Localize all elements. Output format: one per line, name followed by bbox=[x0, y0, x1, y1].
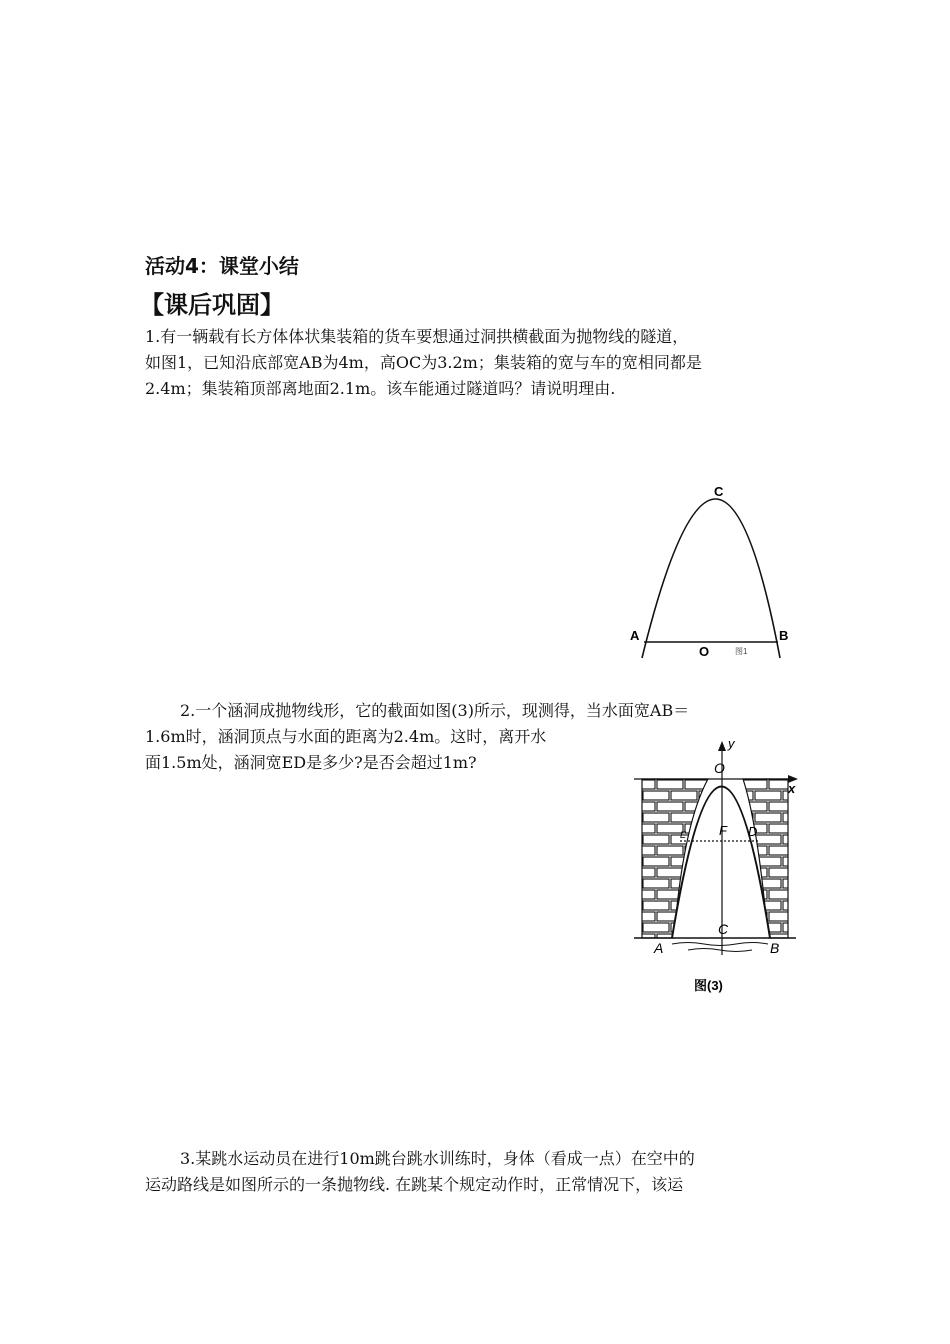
problem-2-rest bbox=[145, 724, 546, 776]
problem-2-line-3: 面1.5m处，涵洞宽ED是多少?是否会超过1m? bbox=[145, 753, 477, 772]
label-b: B bbox=[779, 628, 789, 643]
figure-1-caption: 图1 bbox=[735, 647, 748, 656]
label-c: C bbox=[718, 921, 729, 937]
problem-3-line-2-wrap bbox=[145, 1172, 683, 1198]
label-f: F bbox=[719, 823, 727, 838]
figure-3-caption: 图(3) bbox=[694, 978, 723, 993]
section-heading: 【课后巩固】 bbox=[140, 291, 284, 319]
label-c: C bbox=[714, 484, 724, 499]
label-x: x bbox=[788, 781, 796, 796]
water-wave-2 bbox=[688, 949, 752, 952]
problem-1-line-2: 如图1，已知沿底部宽AB为4m，高OC为3.2m；集装箱的宽与车的宽相同都是 bbox=[145, 353, 702, 372]
problem-2-line-2: 1.6m时，涵洞顶点与水面的距离为2.4m。这时，离开水 bbox=[145, 727, 547, 746]
y-axis-arrow bbox=[718, 741, 726, 751]
figure-1-parabola bbox=[620, 480, 810, 665]
label-e: E bbox=[680, 830, 687, 840]
problem-3-line-1-wrap bbox=[180, 1146, 695, 1172]
problem-3-line-2: 运动路线是如图所示的一条抛物线. 在跳某个规定动作时，正常情况下，该运 bbox=[145, 1175, 684, 1194]
label-a: A bbox=[654, 940, 664, 956]
figure-3-culvert bbox=[628, 735, 813, 1000]
label-a: A bbox=[630, 628, 640, 643]
water-wave-1 bbox=[672, 943, 768, 946]
problem-3-line-1: 3.某跳水运动员在进行10m跳台跳水训练时，身体（看成一点）在空中的 bbox=[180, 1149, 695, 1168]
label-b: B bbox=[770, 940, 780, 956]
problem-2-line-1-wrap bbox=[180, 698, 689, 724]
problem-2-line-1: 2.一个涵洞成抛物线形，它的截面如图(3)所示，现测得，当水面宽AB＝ bbox=[180, 701, 690, 720]
problem-1-line-1: 1.有一辆载有长方体体状集装箱的货车要想通过洞拱横截面为抛物线的隧道， bbox=[145, 327, 689, 346]
label-o: O bbox=[699, 644, 710, 659]
label-o: O bbox=[714, 760, 725, 776]
problem-1-line-3: 2.4m；集装箱顶部离地面2.1m。该车能通过隧道吗？请说明理由. bbox=[145, 379, 616, 398]
problem-1 bbox=[145, 324, 702, 402]
label-d: D bbox=[748, 824, 758, 839]
parabola-curve bbox=[642, 499, 780, 658]
activity-heading: 活动4：课堂小结 bbox=[145, 254, 299, 278]
label-y: y bbox=[728, 736, 735, 751]
